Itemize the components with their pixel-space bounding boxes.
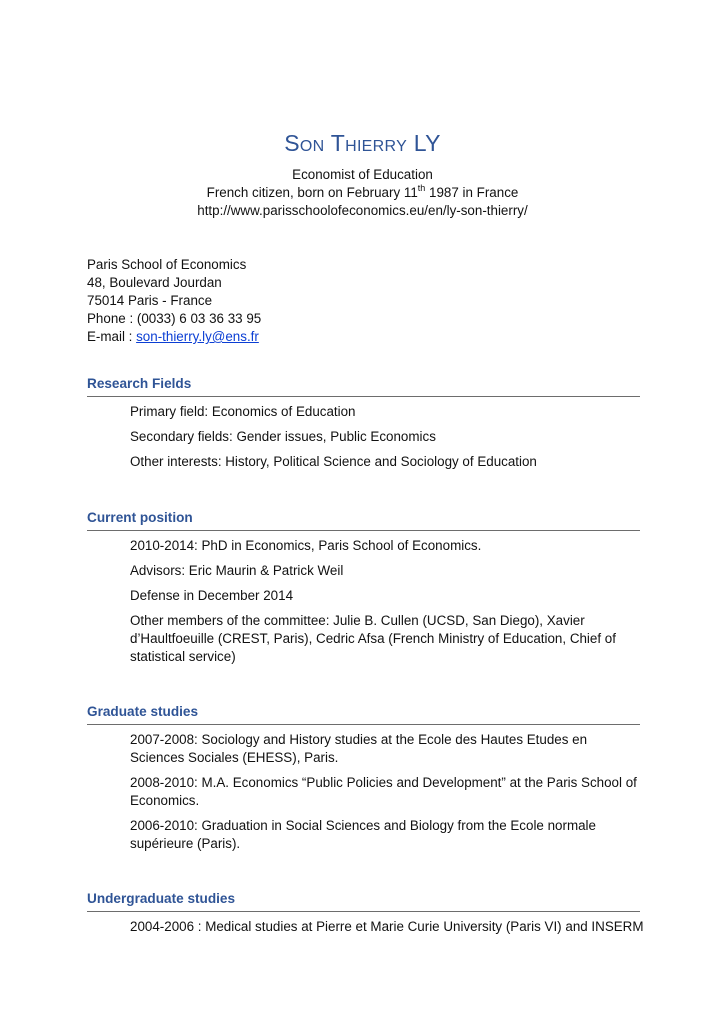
phone: Phone : (0033) 6 03 36 33 95 <box>87 311 262 326</box>
section-undergraduate-studies: Undergraduate studies <box>87 890 640 912</box>
email-label: E-mail : <box>87 329 137 344</box>
list-item: Other members of the committee: Julie B. Cullen (UCSD, San Diego), Xavier d’Haultfoeuille (CREST, Paris), Cedric Afsa (French Ministry of Education, Chief of statistical service) <box>130 613 616 664</box>
list-item: 2010-2014: PhD in Economics, Paris School of Economics. <box>130 538 482 553</box>
city: 75014 Paris - France <box>87 293 213 308</box>
email-link[interactable]: son-thierry.ly@ens.fr <box>136 329 259 344</box>
name-last: LY <box>413 130 441 156</box>
website-link[interactable]: http://www.parisschoolofeconomics.eu/en/ly-son-thierry/ <box>197 203 528 218</box>
name-first: Son <box>284 130 325 156</box>
section-graduate-studies: Graduate studies <box>87 703 640 725</box>
list-item: Primary field: Economics of Education <box>130 404 356 419</box>
section-current-position: Current position <box>87 509 640 531</box>
citizenship-pre: French citizen, born on February 11 <box>206 185 418 200</box>
page-title <box>0 128 725 158</box>
street: 48, Boulevard Jourdan <box>87 275 222 290</box>
list-item: 2006-2010: Graduation in Social Sciences and Biology from the Ecole normale supérieure (Paris). <box>130 818 596 851</box>
citizenship-line <box>0 184 725 202</box>
institution: Paris School of Economics <box>87 257 247 272</box>
name-middle: Thierry <box>330 130 408 156</box>
list-item: Secondary fields: Gender issues, Public Economics <box>130 429 436 444</box>
citizenship-post: 1987 in France <box>425 185 519 200</box>
contact-address <box>87 256 261 346</box>
list-item: 2004-2006 : Medical studies at Pierre et Marie Curie University (Paris VI) and INSERM <box>130 919 644 934</box>
list-item: Other interests: History, Political Science and Sociology of Education <box>130 454 537 469</box>
list-item: Defense in December 2014 <box>130 588 294 603</box>
citizenship-sup: th <box>417 182 426 193</box>
list-item: 2007-2008: Sociology and History studies at the Ecole des Hautes Etudes en Sciences Sociales (EHESS), Paris. <box>130 732 588 765</box>
list-item: 2008-2010: M.A. Economics “Public Policies and Development” at the Paris School of Economics. <box>130 775 637 808</box>
role-line: Economist of Education <box>292 167 433 182</box>
email-line <box>87 328 261 346</box>
list-item: Advisors: Eric Maurin & Patrick Weil <box>130 563 344 578</box>
section-research-fields: Research Fields <box>87 375 640 397</box>
